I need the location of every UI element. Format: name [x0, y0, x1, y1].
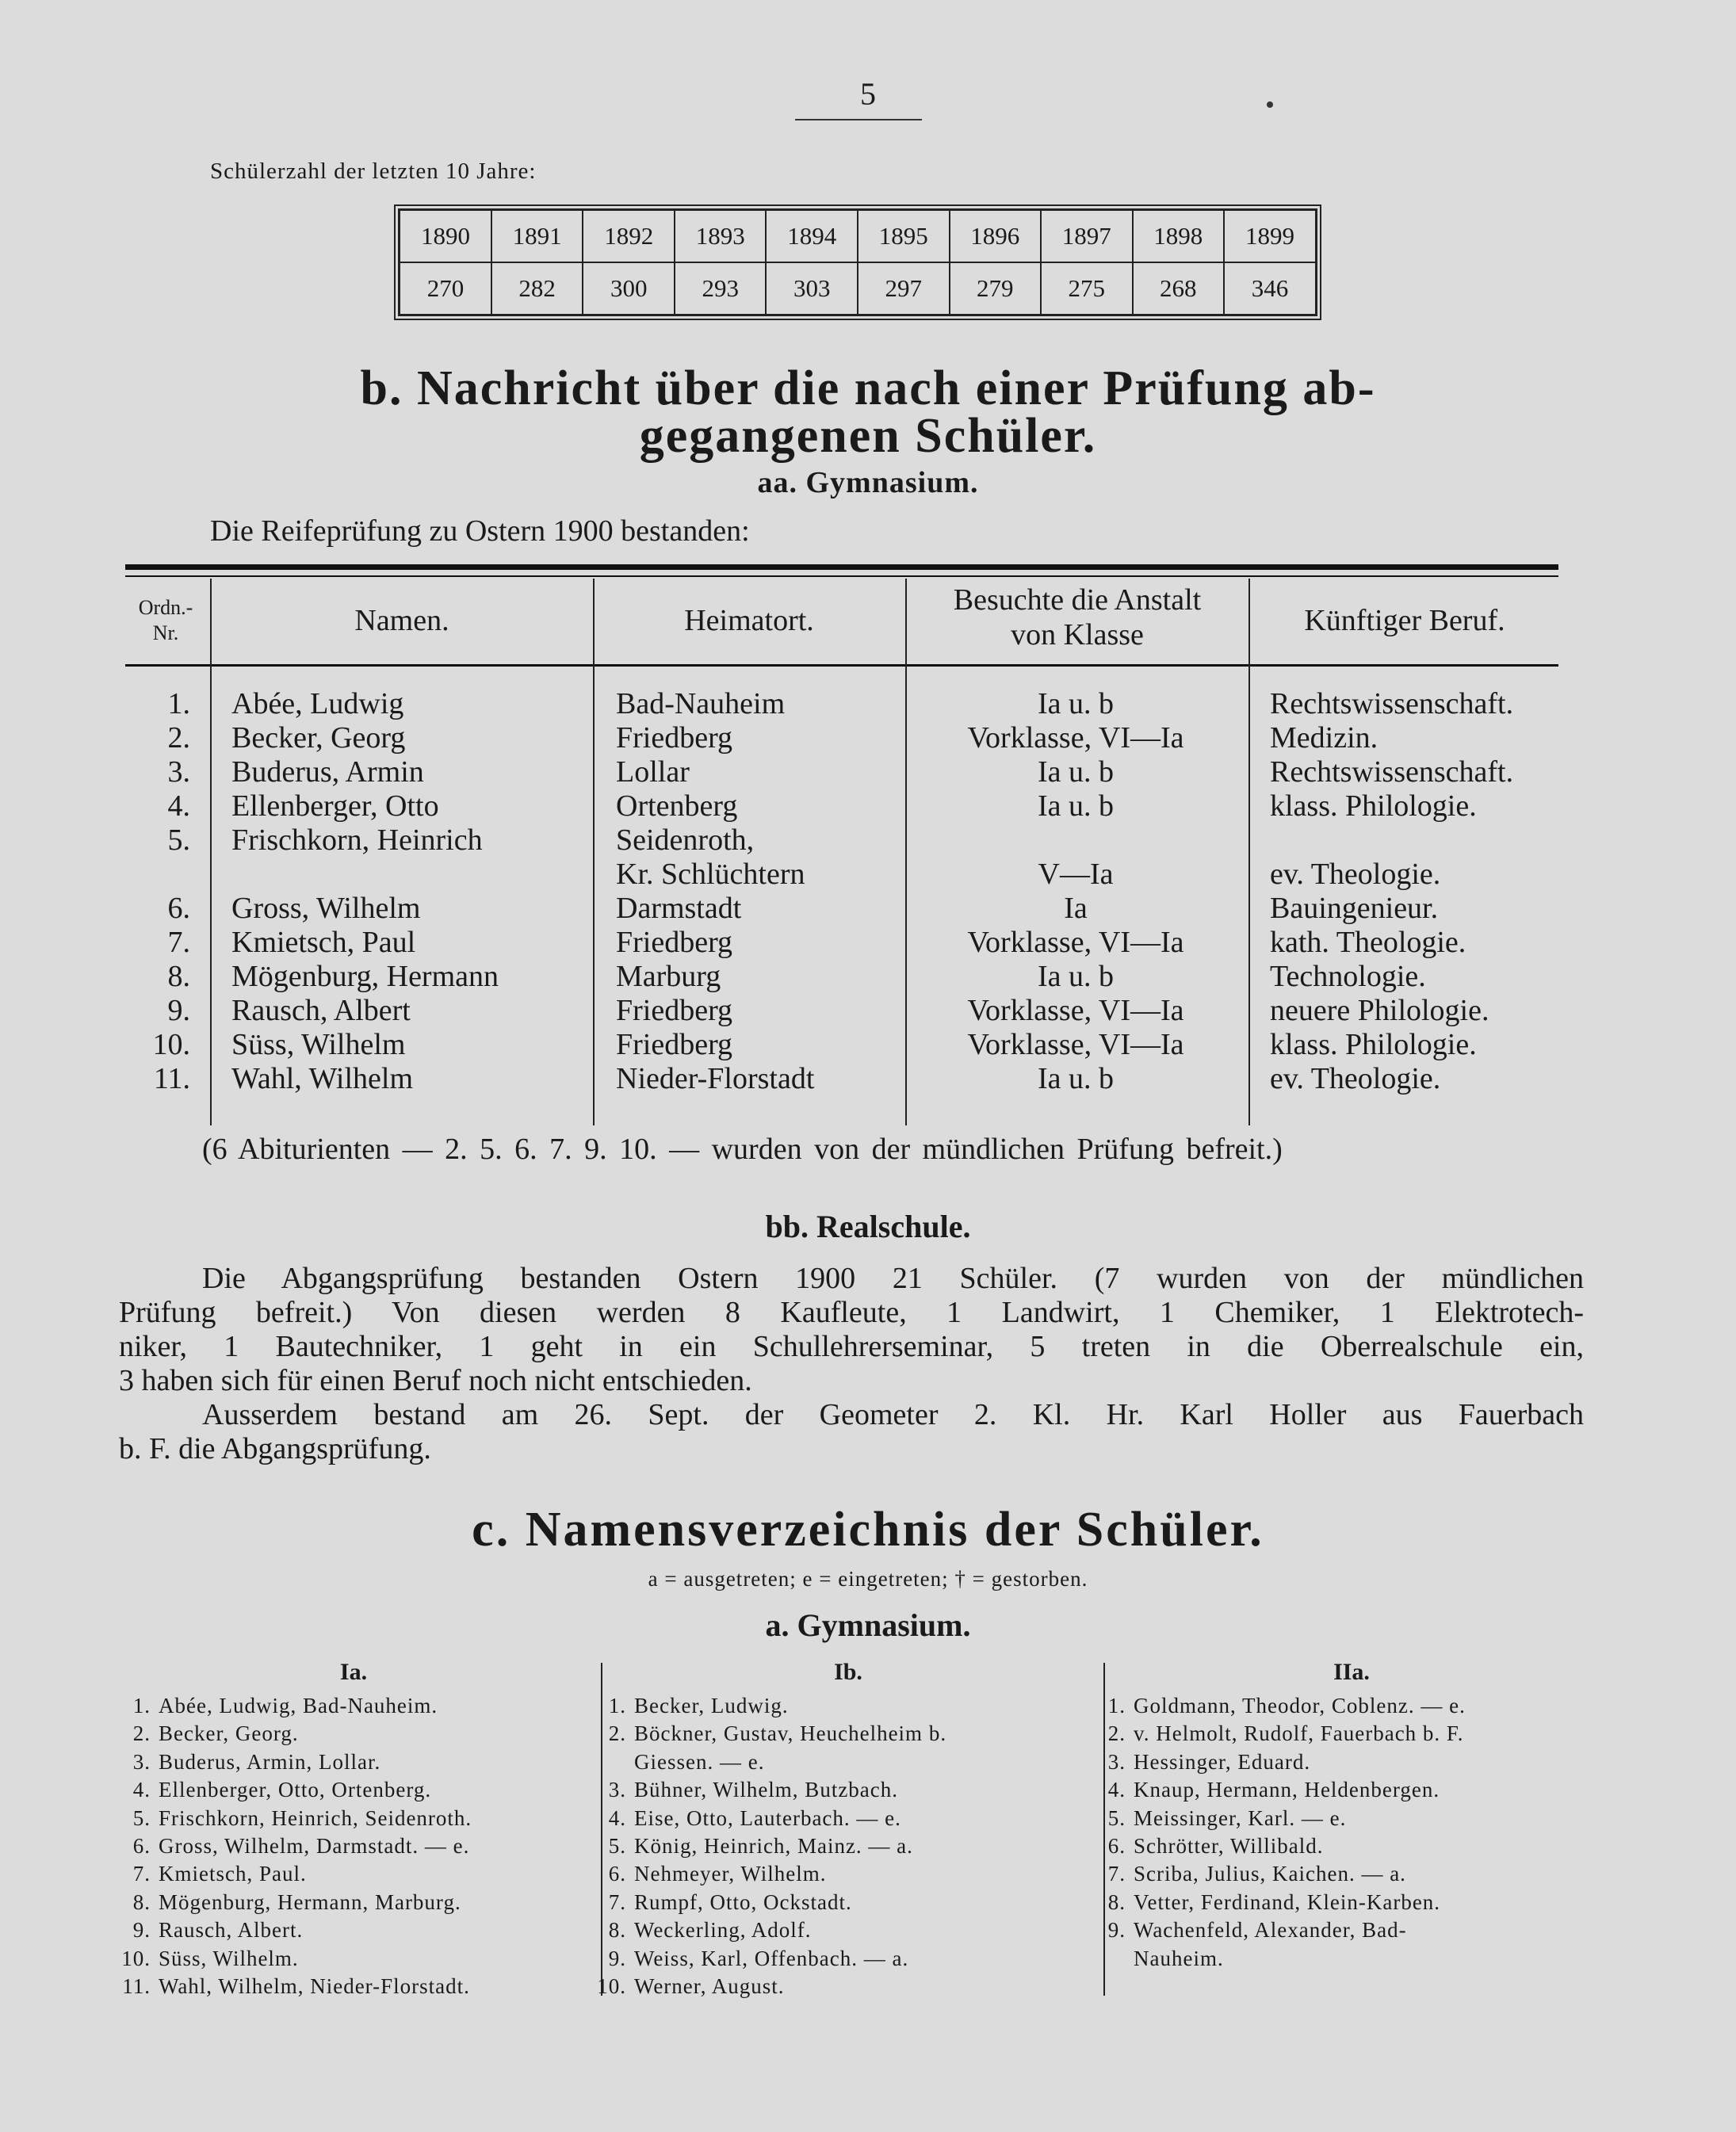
list-item: [1086, 1860, 1466, 1888]
list-item: [587, 1916, 946, 1944]
profession-cell: Rechtswissenschaft.: [1270, 755, 1514, 789]
table-row: [0, 891, 1736, 926]
name-cell: Kmietsch, Paul: [231, 926, 416, 959]
list-item: [587, 1860, 946, 1888]
list-item: [1086, 1889, 1466, 1916]
count-cell: 303: [766, 262, 858, 315]
list-item-text: Eise, Otto, Lauterbach. — e.: [634, 1805, 901, 1830]
name-cell: Süss, Wilhelm: [231, 1028, 406, 1061]
name-cell: Mögenburg, Hermann: [231, 960, 499, 993]
list-item: [111, 1776, 472, 1804]
list-item: [587, 1945, 946, 1973]
list-item: [111, 1692, 472, 1720]
list-item: [587, 1832, 946, 1860]
profession-cell: ev. Theologie.: [1270, 858, 1441, 891]
name-cell: Becker, Georg: [231, 721, 406, 755]
counts-row: [400, 262, 1317, 315]
year-cell: 1895: [858, 210, 950, 263]
year-cell: 1899: [1224, 210, 1316, 263]
header-nr-line1: Ordn.-: [138, 596, 193, 619]
year-cell: 1896: [950, 210, 1042, 263]
list-item-number: 9.: [132, 1918, 151, 1943]
subheading-gymnasium: aa. Gymnasium.: [757, 466, 979, 499]
section-b-heading-line2: gegangenen Schüler.: [639, 409, 1097, 463]
list-item-number: 11.: [122, 1974, 151, 1999]
list-item-text: Hessinger, Eduard.: [1134, 1749, 1311, 1774]
count-cell: 270: [400, 262, 491, 315]
name-cell: Gross, Wilhelm: [231, 892, 421, 925]
page-number: 5: [860, 76, 876, 112]
hometown-cell: Ortenberg: [616, 789, 738, 823]
list-item: [111, 1916, 472, 1944]
list-item-text: Süss, Wilhelm.: [159, 1946, 299, 1970]
hometown-cell: Bad-Nauheim: [616, 687, 786, 720]
class-title-ib: Ib.: [834, 1659, 862, 1685]
table-header-rule: [125, 664, 1558, 667]
name-cell: Rausch, Albert: [231, 994, 411, 1027]
ordinal-cell: 9.: [167, 994, 190, 1027]
list-item-number: 7.: [1107, 1862, 1126, 1886]
hometown-cell: Friedberg: [616, 926, 733, 959]
list-item-number: 7.: [608, 1889, 626, 1914]
profession-cell: klass. Philologie.: [1270, 789, 1477, 823]
table-row: [0, 925, 1736, 960]
list-item: [587, 1889, 946, 1916]
realschule-paragraph-line: Prüfung befreit.) Von diesen werden 8 Kaufleute, 1 Landwirt, 1 Chemiker, 1 Elektrotech-: [119, 1296, 1584, 1329]
year-cell: 1897: [1041, 210, 1133, 263]
list-item-number: 1.: [1107, 1694, 1126, 1717]
list-item-text: König, Heinrich, Mainz. — a.: [634, 1834, 913, 1859]
hometown-cell: Lollar: [616, 755, 690, 789]
list-item-text: Wahl, Wilhelm, Nieder-Florstadt.: [159, 1974, 470, 1999]
year-cell: 1890: [400, 210, 491, 263]
header-klasse-line2: von Klasse: [1011, 618, 1144, 651]
ordinal-cell: 6.: [167, 892, 190, 925]
class-cell: Vorklasse, VI—Ia: [967, 926, 1184, 959]
table-row: [0, 720, 1736, 755]
profession-cell: kath. Theologie.: [1270, 926, 1466, 959]
list-item-number: 7.: [132, 1862, 151, 1886]
realschule-paragraph-line: Die Abgangsprüfung bestanden Ostern 1900 21 Schüler. (7 wurden von der mündlichen: [202, 1262, 1584, 1295]
ordinal-cell: 11.: [153, 1062, 190, 1095]
class-cell: Vorklasse, VI—Ia: [967, 1028, 1184, 1061]
list-item-text: Meissinger, Karl. — e.: [1134, 1805, 1347, 1830]
count-cell: 300: [583, 262, 675, 315]
header-name: Namen.: [354, 604, 449, 637]
list-item-number: 8.: [1107, 1889, 1126, 1914]
student-count-table: [398, 208, 1317, 316]
profession-cell: Bauingenieur.: [1270, 892, 1439, 925]
list-item-number: 10.: [597, 1974, 626, 1999]
intro-text: Die Reifeprüfung zu Ostern 1900 bestanden:: [210, 514, 750, 548]
list-item: [111, 1973, 472, 2000]
list-item: [1086, 1945, 1466, 1973]
list-item-text: Ellenberger, Otto, Ortenberg.: [159, 1778, 432, 1802]
list-item-number: 2.: [1107, 1721, 1126, 1746]
subheading-realschule: bb. Realschule.: [765, 1209, 971, 1244]
table-row: [0, 959, 1736, 994]
list-item-text: Knaup, Hermann, Heldenbergen.: [1134, 1778, 1440, 1802]
list-item-text: Frischkorn, Heinrich, Seidenroth.: [159, 1805, 472, 1830]
list-item-number: 4.: [608, 1805, 626, 1830]
list-item-text: Nauheim.: [1134, 1946, 1224, 1970]
subheading-gymnasium-list: a. Gymnasium.: [765, 1607, 971, 1643]
table-row: [0, 1061, 1736, 1096]
list-item-text: Scriba, Julius, Kaichen. — a.: [1134, 1862, 1406, 1886]
list-item-number: 1.: [608, 1694, 626, 1717]
name-cell: Frischkorn, Heinrich: [231, 823, 483, 857]
abbreviation-legend: a = ausgetreten; e = eingetreten; † = gestorben.: [648, 1567, 1088, 1591]
list-item: [111, 1748, 472, 1776]
class-cell: Ia u. b: [1037, 755, 1115, 789]
list-item: [111, 1945, 472, 1973]
list-item: [587, 1720, 946, 1748]
list-item-text: Weckerling, Adolf.: [634, 1918, 812, 1943]
name-cell: Ellenberger, Otto: [231, 789, 439, 823]
profession-cell: Rechtswissenschaft.: [1270, 687, 1514, 720]
header-ort: Heimatort.: [684, 604, 814, 637]
exemption-note: (6 Abiturienten — 2. 5. 6. 7. 9. 10. — wurden von der mündlichen Prüfung befreit.): [202, 1133, 1283, 1166]
section-b-heading-line1: b. Nachricht über die nach einer Prüfung ab-: [360, 361, 1376, 415]
list-item-number: 6.: [608, 1862, 626, 1886]
list-item-text: Buderus, Armin, Lollar.: [159, 1749, 381, 1774]
list-item: [111, 1720, 472, 1748]
list-item-number: 4.: [1107, 1778, 1126, 1802]
list-item-text: Kmietsch, Paul.: [159, 1862, 307, 1886]
name-cell: Wahl, Wilhelm: [231, 1062, 414, 1095]
list-item-number: 6.: [1107, 1834, 1126, 1859]
list-item-text: Becker, Ludwig.: [634, 1694, 789, 1717]
count-cell: 346: [1224, 262, 1316, 315]
table-row: [0, 1027, 1736, 1062]
table-row: [0, 857, 1736, 892]
count-cell: 275: [1041, 262, 1133, 315]
ordinal-cell: 2.: [167, 721, 190, 755]
list-item-text: Werner, August.: [634, 1974, 785, 1999]
count-cell: 293: [675, 262, 767, 315]
realschule-paragraph-line: niker, 1 Bautechniker, 1 geht in ein Schullehrerseminar, 5 treten in die Oberrealschule ein,: [119, 1330, 1584, 1363]
count-cell: 268: [1133, 262, 1225, 315]
student-count-title: Schülerzahl der letzten 10 Jahre:: [210, 159, 537, 184]
class-cell: Vorklasse, VI—Ia: [967, 721, 1184, 755]
hometown-cell: Friedberg: [616, 1028, 733, 1061]
list-item-number: 3.: [608, 1778, 626, 1802]
list-item: [587, 1692, 946, 1720]
hometown-cell: Friedberg: [616, 994, 733, 1027]
class-cell: Vorklasse, VI—Ia: [967, 994, 1184, 1027]
list-item-number: 1.: [132, 1694, 151, 1717]
list-item: [1086, 1720, 1466, 1748]
list-item-number: 3.: [1107, 1749, 1126, 1774]
list-item: [587, 1805, 946, 1832]
profession-cell: ev. Theologie.: [1270, 1062, 1441, 1095]
profession-cell: Medizin.: [1270, 721, 1378, 755]
list-item-text: Rausch, Albert.: [159, 1918, 304, 1943]
header-klasse-line1: Besuchte die Anstalt: [953, 583, 1202, 617]
list-item-number: 9.: [608, 1946, 626, 1970]
name-cell: Abée, Ludwig: [231, 687, 404, 720]
class-title-ia: Ia.: [339, 1659, 368, 1685]
hometown-cell: Seidenroth,: [616, 823, 755, 857]
header-nr-line2: Nr.: [152, 621, 179, 644]
list-item-text: Becker, Georg.: [159, 1721, 299, 1746]
list-item-text: Giessen. — e.: [634, 1749, 765, 1774]
hometown-cell: Kr. Schlüchtern: [616, 858, 805, 891]
list-item-text: Bühner, Wilhelm, Butzbach.: [634, 1778, 899, 1802]
page-number-rule: [795, 119, 922, 120]
table-row: [0, 823, 1736, 858]
count-cell: 279: [950, 262, 1042, 315]
year-cell: 1893: [675, 210, 767, 263]
list-item: [1086, 1776, 1466, 1804]
list-item-number: 5.: [132, 1805, 151, 1830]
list-item-number: 8.: [608, 1918, 626, 1943]
table-top-thin-rule: [125, 575, 1558, 577]
list-item-number: 4.: [132, 1778, 151, 1802]
year-cell: 1898: [1133, 210, 1225, 263]
profession-cell: klass. Philologie.: [1270, 1028, 1477, 1061]
ordinal-cell: 5.: [167, 823, 190, 857]
hometown-cell: Darmstadt: [616, 892, 742, 925]
list-item: [587, 1973, 946, 2000]
list-item: [111, 1832, 472, 1860]
list-item-text: Böckner, Gustav, Heuchelheim b.: [634, 1721, 947, 1746]
hometown-cell: Marburg: [616, 960, 721, 993]
list-item-text: Gross, Wilhelm, Darmstadt. — e.: [159, 1834, 470, 1859]
year-cell: 1894: [766, 210, 858, 263]
ordinal-cell: 8.: [167, 960, 190, 993]
profession-cell: Technologie.: [1270, 960, 1426, 993]
list-item-number: 5.: [608, 1834, 626, 1859]
ordinal-cell: 4.: [167, 789, 190, 823]
list-item-number: 9.: [1107, 1918, 1126, 1943]
list-item: [1086, 1832, 1466, 1860]
list-item-text: v. Helmolt, Rudolf, Fauerbach b. F.: [1134, 1721, 1464, 1746]
list-item-text: Vetter, Ferdinand, Klein-Karben.: [1134, 1889, 1441, 1914]
profession-cell: neuere Philologie.: [1270, 994, 1489, 1027]
list-item-number: 3.: [132, 1749, 151, 1774]
ordinal-cell: 7.: [167, 926, 190, 959]
student-list-iia: [1086, 1692, 1466, 1973]
list-item: [1086, 1692, 1466, 1720]
student-list-ib: [587, 1692, 946, 2000]
printer-dot: [1267, 101, 1273, 108]
class-cell: V—Ia: [1038, 858, 1114, 891]
header-beruf: Künftiger Beruf.: [1304, 604, 1505, 637]
list-item-text: Nehmeyer, Wilhelm.: [634, 1862, 827, 1886]
class-cell: Ia u. b: [1037, 687, 1115, 720]
name-cell: Buderus, Armin: [231, 755, 424, 789]
list-item-number: 2.: [132, 1721, 151, 1746]
list-item-text: Goldmann, Theodor, Coblenz. — e.: [1134, 1694, 1466, 1717]
list-item-number: 10.: [121, 1946, 151, 1970]
hometown-cell: Friedberg: [616, 721, 733, 755]
ordinal-cell: 3.: [167, 755, 190, 789]
list-item-text: Wachenfeld, Alexander, Bad-: [1134, 1918, 1407, 1943]
geometer-paragraph-line: Ausserdem bestand am 26. Sept. der Geometer 2. Kl. Hr. Karl Holler aus Fauerbach: [202, 1398, 1584, 1431]
list-item: [1086, 1748, 1466, 1776]
geometer-paragraph-line: b. F. die Abgangsprüfung.: [119, 1432, 431, 1465]
student-list-ia: [111, 1692, 472, 2000]
ordinal-cell: 10.: [152, 1028, 190, 1061]
class-cell: Ia u. b: [1037, 960, 1115, 993]
list-item-text: Weiss, Karl, Offenbach. — a.: [634, 1946, 909, 1970]
list-item-text: Mögenburg, Hermann, Marburg.: [159, 1889, 461, 1914]
count-cell: 282: [491, 262, 583, 315]
table-row: [0, 993, 1736, 1028]
years-row: [400, 210, 1317, 263]
realschule-paragraph-line: 3 haben sich für einen Beruf noch nicht entschieden.: [119, 1364, 752, 1397]
count-cell: 297: [858, 262, 950, 315]
list-item-text: Schrötter, Willibald.: [1134, 1834, 1324, 1859]
class-cell: Ia u. b: [1037, 789, 1115, 823]
list-item: [587, 1748, 946, 1776]
class-cell: Ia: [1064, 892, 1088, 925]
class-title-iia: IIa.: [1333, 1659, 1370, 1685]
list-item-text: Rumpf, Otto, Ockstadt.: [634, 1889, 852, 1914]
table-row: [0, 755, 1736, 789]
list-item: [1086, 1805, 1466, 1832]
year-cell: 1892: [583, 210, 675, 263]
list-item-number: 6.: [132, 1834, 151, 1859]
list-item: [111, 1889, 472, 1916]
table-row: [0, 686, 1736, 721]
year-cell: 1891: [491, 210, 583, 263]
table-top-rule: [125, 564, 1558, 570]
list-item-number: 5.: [1107, 1805, 1126, 1830]
list-item: [1086, 1916, 1466, 1944]
ordinal-cell: 1.: [167, 687, 190, 720]
class-cell: Ia u. b: [1037, 1062, 1115, 1095]
list-item: [111, 1860, 472, 1888]
list-item-number: 2.: [608, 1721, 626, 1746]
list-item-number: 8.: [132, 1889, 151, 1914]
list-item-text: Abée, Ludwig, Bad-Nauheim.: [159, 1694, 438, 1717]
list-item: [111, 1805, 472, 1832]
table-row: [0, 789, 1736, 823]
section-c-heading: c. Namensverzeichnis der Schüler.: [472, 1503, 1264, 1557]
list-item: [587, 1776, 946, 1804]
hometown-cell: Nieder-Florstadt: [616, 1062, 815, 1095]
